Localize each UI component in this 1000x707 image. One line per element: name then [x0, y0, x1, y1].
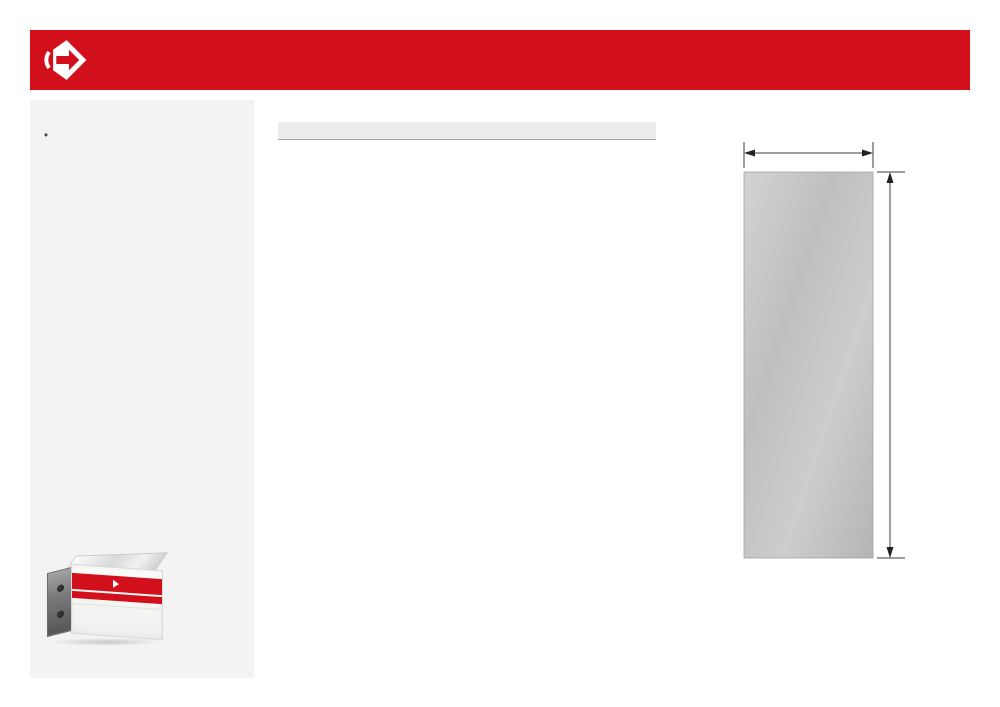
package-side-face: [47, 567, 72, 637]
package-label: [71, 564, 163, 640]
perforated-plate: [744, 172, 873, 558]
package-shadow: [50, 638, 162, 646]
spec-table-body: [278, 139, 656, 140]
brand-banner: [30, 30, 970, 90]
feature-bullet: [44, 129, 240, 144]
arrowhead-right: [862, 150, 873, 157]
plate-hole: [57, 584, 64, 593]
arrowhead-up: [887, 172, 894, 183]
zubr-arrow-icon: [113, 580, 119, 588]
spec-table: [278, 100, 656, 140]
package-photo: [44, 552, 170, 648]
bullet-marker: •: [44, 130, 49, 142]
zubr-arrow-icon: [42, 38, 88, 82]
table-section-header: [278, 122, 656, 139]
width-dimension: [744, 142, 873, 168]
arrowhead-left: [744, 150, 755, 157]
table-column-headers: [278, 100, 656, 122]
zubr-logo: [42, 38, 98, 82]
arrowhead-down: [887, 547, 894, 558]
length-dimension: [877, 172, 905, 558]
plate-hole: [57, 610, 64, 619]
info-panel: [30, 100, 254, 678]
plate-dimension-drawing: [715, 128, 980, 588]
